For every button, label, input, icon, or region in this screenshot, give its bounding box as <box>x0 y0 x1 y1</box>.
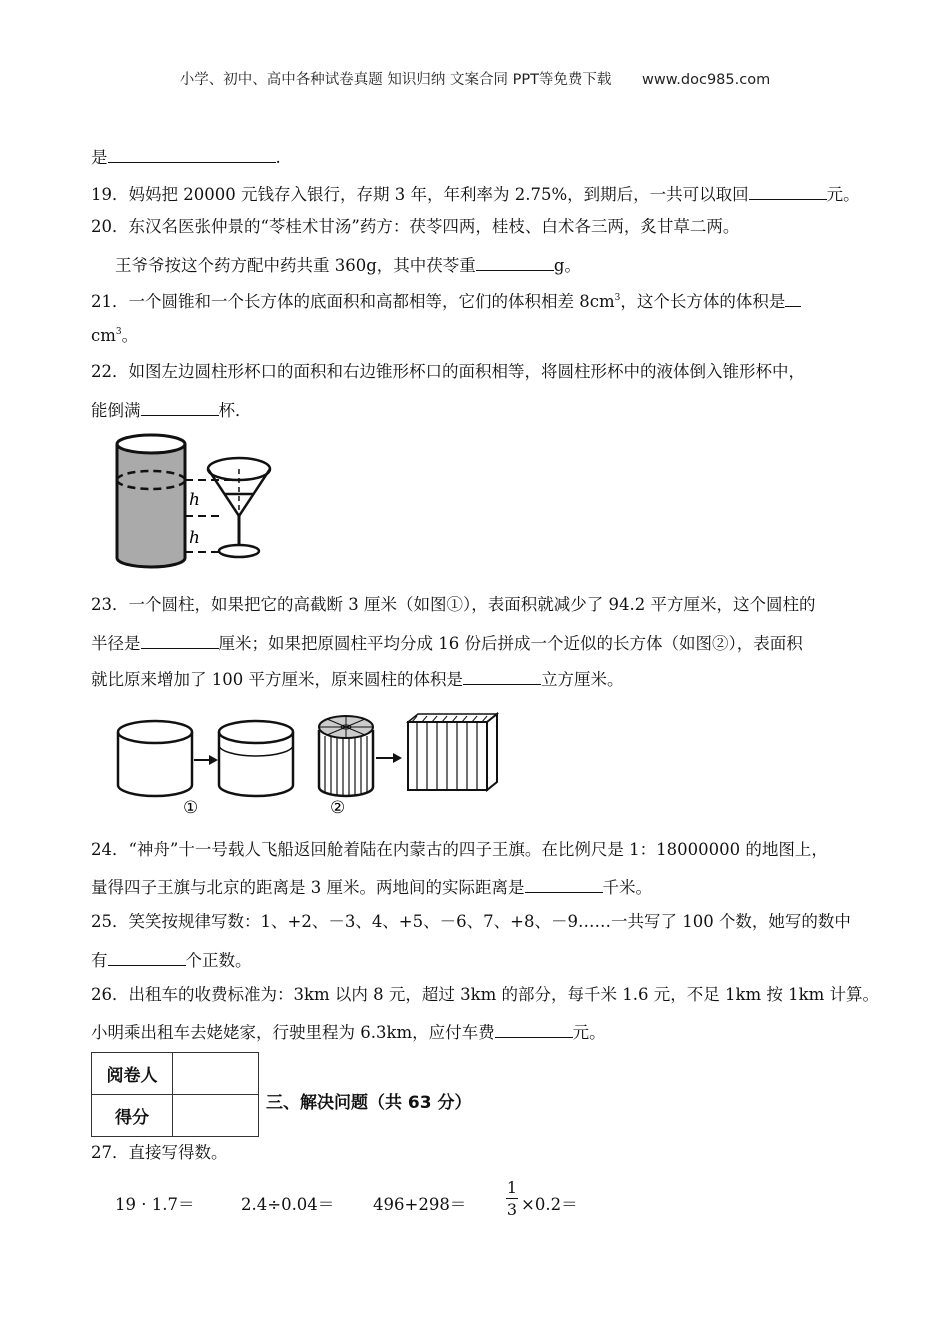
header-url[interactable]: www.doc985.com <box>642 72 771 88</box>
answer-blank[interactable] <box>495 1023 573 1038</box>
h-label-lower: h <box>189 528 200 548</box>
q26-text-2: 小明乘出租车去姥姥家，行驶里程为 6.3km，应付车费 <box>91 1023 495 1042</box>
q19-end: 元。 <box>826 185 860 204</box>
label-circle-1: ① <box>183 798 199 818</box>
cylinder-2-cut-line <box>219 745 293 756</box>
calc-item-1: 19 · 1.7＝ <box>115 1195 195 1214</box>
q25-text-2: 有 <box>91 951 108 970</box>
q24-text-2: 量得四子王旗与北京的距离是 3 厘米。两地间的实际距离是 <box>91 878 525 897</box>
cylinder-top <box>117 435 185 453</box>
q22-line-2 <box>91 401 252 420</box>
q25-line-2 <box>91 951 252 970</box>
calc-item-3: 496+298＝ <box>373 1195 467 1214</box>
q19-line <box>91 185 860 204</box>
q26-end: 元。 <box>572 1023 606 1042</box>
h-label-upper: h <box>189 490 200 510</box>
q25-end: 个正数。 <box>185 951 252 970</box>
q21-text: 21．一个圆锥和一个长方体的底面积和高都相等，它们的体积相差 8cm <box>91 292 615 311</box>
q27-text: 27．直接写得数。 <box>91 1143 228 1162</box>
q23-figure <box>110 705 510 820</box>
cylinder-1-top <box>118 721 192 743</box>
cylinder-2-top <box>219 721 293 743</box>
reviewer-label: 阅卷人 <box>92 1053 173 1095</box>
q26-line-1 <box>91 987 879 1004</box>
q22-end: 杯． <box>218 401 252 420</box>
arrow-2-head <box>393 753 402 763</box>
q26-text: 26．出租车的收费标准为：3km 以内 8 元，超过 3km 的部分，每千米 1.6 元，不足 1km 按 1km 计算。 <box>91 985 879 1004</box>
q21-unit: cm <box>91 326 116 345</box>
q24-line-2 <box>91 878 652 897</box>
q23-line-3 <box>91 670 623 689</box>
q21-sup: 3 <box>614 293 621 303</box>
answer-blank[interactable] <box>785 292 801 307</box>
fraction-one-third <box>506 1180 518 1218</box>
q20-end: g。 <box>553 256 581 275</box>
cylinder-2-bottom <box>219 785 293 796</box>
q24-text: 24．“神舟”十一号载人飞船返回舱着陆在内蒙古的四子王旗。在比例尺是 1：18000000 的地图上， <box>91 840 828 859</box>
q21-text-end: ，这个长方体的体积是 <box>620 292 786 311</box>
answer-blank[interactable] <box>141 634 219 649</box>
arrow-1-head <box>209 755 218 765</box>
answer-blank[interactable] <box>476 256 554 271</box>
q27-line <box>91 1145 228 1162</box>
answer-blank[interactable] <box>141 401 219 416</box>
q23-text-3: 就比原来增加了 100 平方厘米，原来圆柱的体积是 <box>91 670 463 689</box>
score-cell[interactable] <box>173 1095 259 1137</box>
glass-base <box>219 545 259 557</box>
q23-text-2: 半径是 <box>91 634 141 653</box>
q19-text: 19．妈妈把 20000 元钱存入银行，存期 3 年，年利率为 2.75%，到期后，一共可以取回 <box>91 185 749 204</box>
q26-line-2 <box>91 1023 606 1042</box>
q20-line-2 <box>115 256 581 275</box>
q23-line-1 <box>91 597 815 614</box>
q18-suffix: . <box>275 148 281 167</box>
header-text: 小学、初中、高中各种试卷真题 知识归纳 文案合同 PPT等免费下载 <box>179 72 612 88</box>
segmented-cylinder <box>319 716 373 796</box>
section-title: 三、解决问题（共 63 分） <box>266 1093 472 1113</box>
calc-item-4-tail: ×0.2＝ <box>521 1195 578 1214</box>
q18-prefix: 是 <box>91 148 108 167</box>
q24-end: 千米。 <box>602 878 652 897</box>
q23-text: 23．一个圆柱，如果把它的高截断 3 厘米（如图①），表面积就减少了 94.2 平方厘米，这个圆柱的 <box>91 595 816 614</box>
q25-line-1 <box>91 914 851 931</box>
page-header <box>0 68 950 89</box>
q18-line <box>91 148 281 167</box>
label-circle-2: ② <box>330 798 346 818</box>
q21-line-1 <box>91 292 801 311</box>
fraction-denominator: 3 <box>506 1200 518 1219</box>
q23-text-mid: 厘米；如果把原圆柱平均分成 16 份后拼成一个近似的长方体（如图②），表面积 <box>218 634 803 653</box>
q23-line-2 <box>91 634 803 653</box>
approx-cuboid <box>408 714 497 790</box>
answer-blank[interactable] <box>525 878 603 893</box>
reviewer-cell[interactable] <box>173 1053 259 1095</box>
q22-text-2: 能倒满 <box>91 401 141 420</box>
answer-blank[interactable] <box>749 185 827 200</box>
answer-blank[interactable] <box>108 148 276 163</box>
fraction-numerator: 1 <box>506 1178 518 1197</box>
q22-line-1 <box>91 364 805 381</box>
q20-text-2: 王爷爷按这个药方配中药共重 360g，其中茯苓重 <box>115 256 476 275</box>
answer-blank[interactable] <box>108 951 186 966</box>
q22-figure <box>105 430 285 575</box>
answer-blank[interactable] <box>463 670 541 685</box>
q20-text: 20．东汉名医张仲景的“苓桂术甘汤”药方：茯苓四两，桂枝、白术各三两，炙甘草二两。 <box>91 217 740 236</box>
q21-unit-sup: 3 <box>115 327 122 337</box>
score-label: 得分 <box>92 1095 173 1137</box>
q21-line-2 <box>91 328 138 345</box>
q25-text: 25．笑笑按规律写数：1、+2、－3、4、+5、－6、7、+8、－9……一共写了 100 个数，她写的数中 <box>91 912 851 931</box>
q20-line-1 <box>91 219 739 236</box>
q24-line-1 <box>91 842 828 859</box>
cylinder-1-bottom <box>118 785 192 796</box>
q23-end: 立方厘米。 <box>540 670 624 689</box>
q21-unit-end: 。 <box>121 326 139 345</box>
q22-text: 22．如图左边圆柱形杯口的面积和右边锥形杯口的面积相等，将圆柱形杯中的液体倒入锥形杯中， <box>91 362 805 381</box>
cylinder-liquid <box>117 444 185 567</box>
score-table <box>91 1052 259 1137</box>
calc-item-2: 2.4÷0.04＝ <box>241 1195 335 1214</box>
